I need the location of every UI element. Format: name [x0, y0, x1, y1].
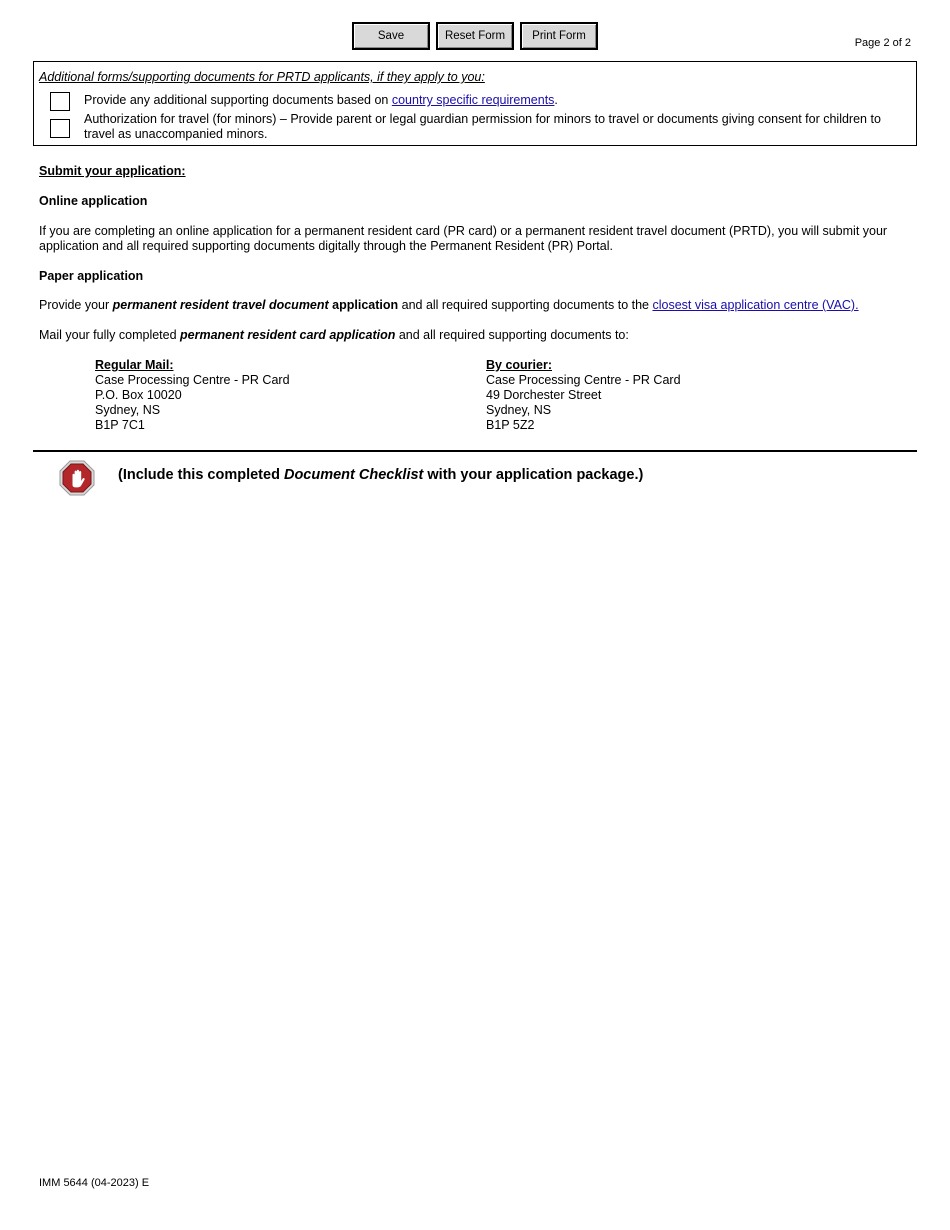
online-application-heading: Online application: [39, 194, 148, 208]
stop-hand-icon: [58, 459, 96, 497]
paragraph-text-part: and all required supporting documents to the: [398, 298, 653, 312]
address-line: Case Processing Centre - PR Card: [95, 373, 290, 387]
address-line: B1P 5Z2: [486, 418, 535, 432]
paragraph-bold: application: [328, 298, 399, 312]
paragraph-emphasis: permanent resident travel document: [112, 298, 329, 312]
courier-address: [486, 358, 681, 433]
paper-application-mail-text: [39, 328, 910, 343]
include-checklist-notice: [118, 467, 643, 483]
prtd-supporting-documents-box: [33, 61, 917, 146]
notice-text-part: (Include this completed: [118, 467, 284, 483]
notice-text-part: with your application package.): [423, 467, 644, 483]
checklist-item-text: [84, 93, 910, 108]
address-line: 49 Dorchester Street: [486, 388, 602, 402]
country-requirements-checkbox[interactable]: [50, 92, 70, 111]
save-button[interactable]: Save: [352, 22, 430, 50]
regular-mail-heading: Regular Mail:: [95, 358, 174, 372]
section-divider: [33, 450, 917, 452]
regular-mail-address: [95, 358, 290, 433]
submit-application-heading: Submit your application:: [39, 164, 186, 178]
checklist-item-text-part: .: [554, 93, 558, 107]
paragraph-emphasis: permanent resident card application: [180, 328, 396, 342]
notice-emphasis: Document Checklist: [283, 467, 424, 483]
address-line: Sydney, NS: [95, 403, 161, 417]
courier-heading: By courier:: [486, 358, 552, 372]
page-indicator: Page 2 of 2: [854, 37, 911, 49]
paper-application-heading: Paper application: [39, 269, 144, 283]
address-line: B1P 7C1: [95, 418, 145, 432]
paragraph-text-part: and all required supporting documents to:: [395, 328, 629, 342]
online-application-text: If you are completing an online application for a permanent resident card (PR card) or a permanent resident travel document (PRTD), you will submit your application and all required supporting documents digitally through the Permanent Resident (PR) Portal.: [39, 224, 888, 253]
travel-authorization-minors-checkbox[interactable]: [50, 119, 70, 138]
address-line: P.O. Box 10020: [95, 388, 182, 402]
print-form-button[interactable]: Print Form: [520, 22, 598, 50]
checklist-item-text-part: Provide any additional supporting documents based on: [84, 93, 392, 107]
paragraph-text-part: Provide your: [39, 298, 113, 312]
paper-application-vac-text: [39, 298, 910, 313]
reset-form-button[interactable]: Reset Form: [436, 22, 514, 50]
address-line: Sydney, NS: [486, 403, 552, 417]
address-line: Case Processing Centre - PR Card: [486, 373, 681, 387]
country-specific-requirements-link[interactable]: country specific requirements: [391, 93, 555, 107]
prtd-box-title: Additional forms/supporting documents for PRTD applicants, if they apply to you:: [39, 70, 485, 84]
form-toolbar: [352, 22, 598, 50]
closest-vac-link[interactable]: closest visa application centre (VAC).: [652, 298, 859, 312]
form-code-footer: IMM 5644 (04-2023) E: [39, 1177, 150, 1189]
paragraph-text-part: Mail your fully completed: [39, 328, 181, 342]
checklist-item-text: Authorization for travel (for minors) – Provide parent or legal guardian permission for minors to travel or documents giving consent for children to travel as unaccompanied minors.: [84, 112, 881, 141]
